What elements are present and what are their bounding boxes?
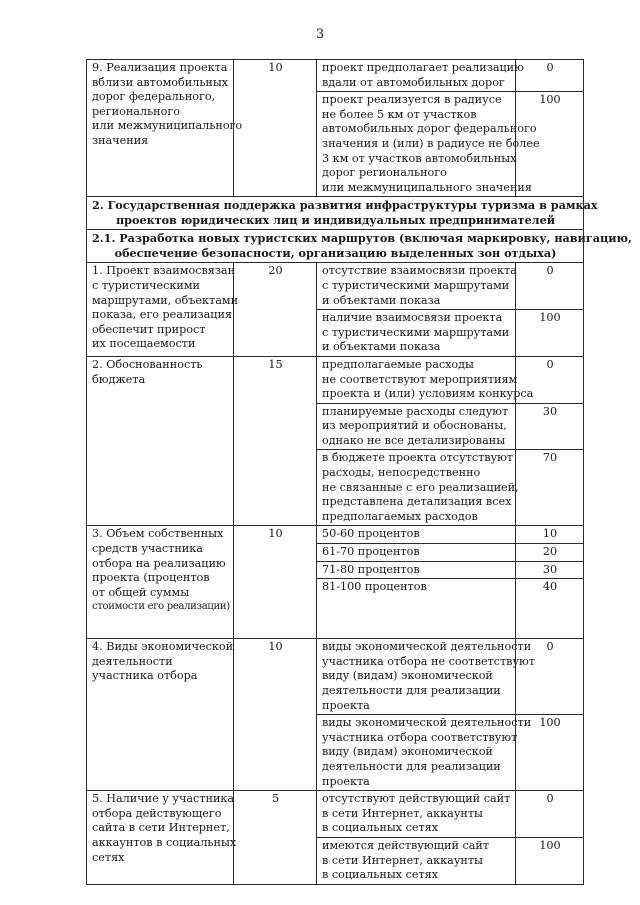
criterion-name: 4. Виды экономической деятельности участника отбора <box>87 639 234 791</box>
option-description: виды экономической деятельности участника отбора соответствуют виду (видам) экономической деятельности для реализации проекта <box>317 715 516 791</box>
criterion-weight: 10 <box>234 639 317 791</box>
option-description: планируемые расходы следуют из мероприятий и обоснованы, однако не все детализированы <box>317 403 516 450</box>
table-row <box>87 791 584 838</box>
evaluation-criteria-table <box>86 59 632 885</box>
page-number: 3 <box>315 27 325 42</box>
option-score: 0 <box>516 263 584 310</box>
criterion-weight: 10 <box>234 60 317 197</box>
section-title: 2. Государственная поддержка развития инфраструктуры туризма в рамках проектов юридических лиц и индивидуальных предпринимателей <box>87 197 584 230</box>
section-header-row <box>87 197 584 230</box>
option-description: наличие взаимосвязи проекта с туристическими маршрутами и объектами показа <box>317 310 516 357</box>
option-score: 30 <box>516 403 584 450</box>
option-score: 30 <box>516 561 584 579</box>
criterion-weight: 5 <box>234 791 317 885</box>
criterion-weight: 20 <box>234 263 317 357</box>
option-score: 0 <box>516 791 584 838</box>
table-row <box>87 526 584 544</box>
criterion-name: 2. Обоснованность бюджета <box>87 356 234 526</box>
option-description: отсутствие взаимосвязи проекта с туристическими маршрутами и объектами показа <box>317 263 516 310</box>
table-row <box>87 356 584 403</box>
option-description: в бюджете проекта отсутствуют расходы, непосредственно не связанные с его реализацией, представлена детализация всех предполагаемых расходов <box>317 450 516 526</box>
option-score: 0 <box>516 356 584 403</box>
criterion-name: 3. Объем собственных средств участника отбора на реализацию проекта (процентов от общей суммы стоимости его реализации) <box>87 526 234 639</box>
criterion-name: 5. Наличие у участника отбора действующего сайта в сети Интернет, аккаунтов в социальных сетях <box>87 791 234 885</box>
option-description: 50-60 процентов <box>317 526 516 544</box>
option-score: 0 <box>516 639 584 715</box>
table-row <box>87 60 584 92</box>
option-score: 70 <box>516 450 584 526</box>
option-description: проект реализуется в радиусе не более 5 км от участков автомобильных дорог федерального значения и (или) в радиусе не более 3 км от участков автомобильных дорог регионального или межмуниципального значения <box>317 92 516 197</box>
option-score: 100 <box>516 715 584 791</box>
option-score: 100 <box>516 92 584 197</box>
option-description: отсутствуют действующий сайт в сети Интернет, аккаунты в социальных сетях <box>317 791 516 838</box>
subsection-header-row <box>87 230 584 263</box>
option-description: виды экономической деятельности участника отбора не соответствуют виду (видам) экономической деятельности для реализации проекта <box>317 639 516 715</box>
option-score: 100 <box>516 310 584 357</box>
criterion-name: 9. Реализация проекта вблизи автомобильных дорог федерального, регионального или межмуниципального значения <box>87 60 234 197</box>
option-description: 81-100 процентов <box>317 579 516 639</box>
option-score: 100 <box>516 837 584 884</box>
option-score: 40 <box>516 579 584 639</box>
option-score: 0 <box>516 60 584 92</box>
option-score: 20 <box>516 544 584 562</box>
option-description: имеются действующий сайт в сети Интернет, аккаунты в социальных сетях <box>317 837 516 884</box>
option-description: проект предполагает реализацию вдали от автомобильных дорог <box>317 60 516 92</box>
option-description: 71-80 процентов <box>317 561 516 579</box>
table-row <box>87 639 584 715</box>
criterion-weight: 15 <box>234 356 317 526</box>
subsection-title: 2.1. Разработка новых туристских маршрутов (включая маркировку, навигацию, обеспечение безопасности, организацию выделенных зон отдыха) <box>87 230 584 263</box>
table-row <box>87 263 584 310</box>
option-score: 10 <box>516 526 584 544</box>
criterion-weight: 10 <box>234 526 317 639</box>
option-description: 61-70 процентов <box>317 544 516 562</box>
criterion-name: 1. Проект взаимосвязан с туристическими маршрутами, объектами показа, его реализация обеспечит прирост их посещаемости <box>87 263 234 357</box>
option-description: предполагаемые расходы не соответствуют мероприятиям проекта и (или) условиям конкурса <box>317 356 516 403</box>
